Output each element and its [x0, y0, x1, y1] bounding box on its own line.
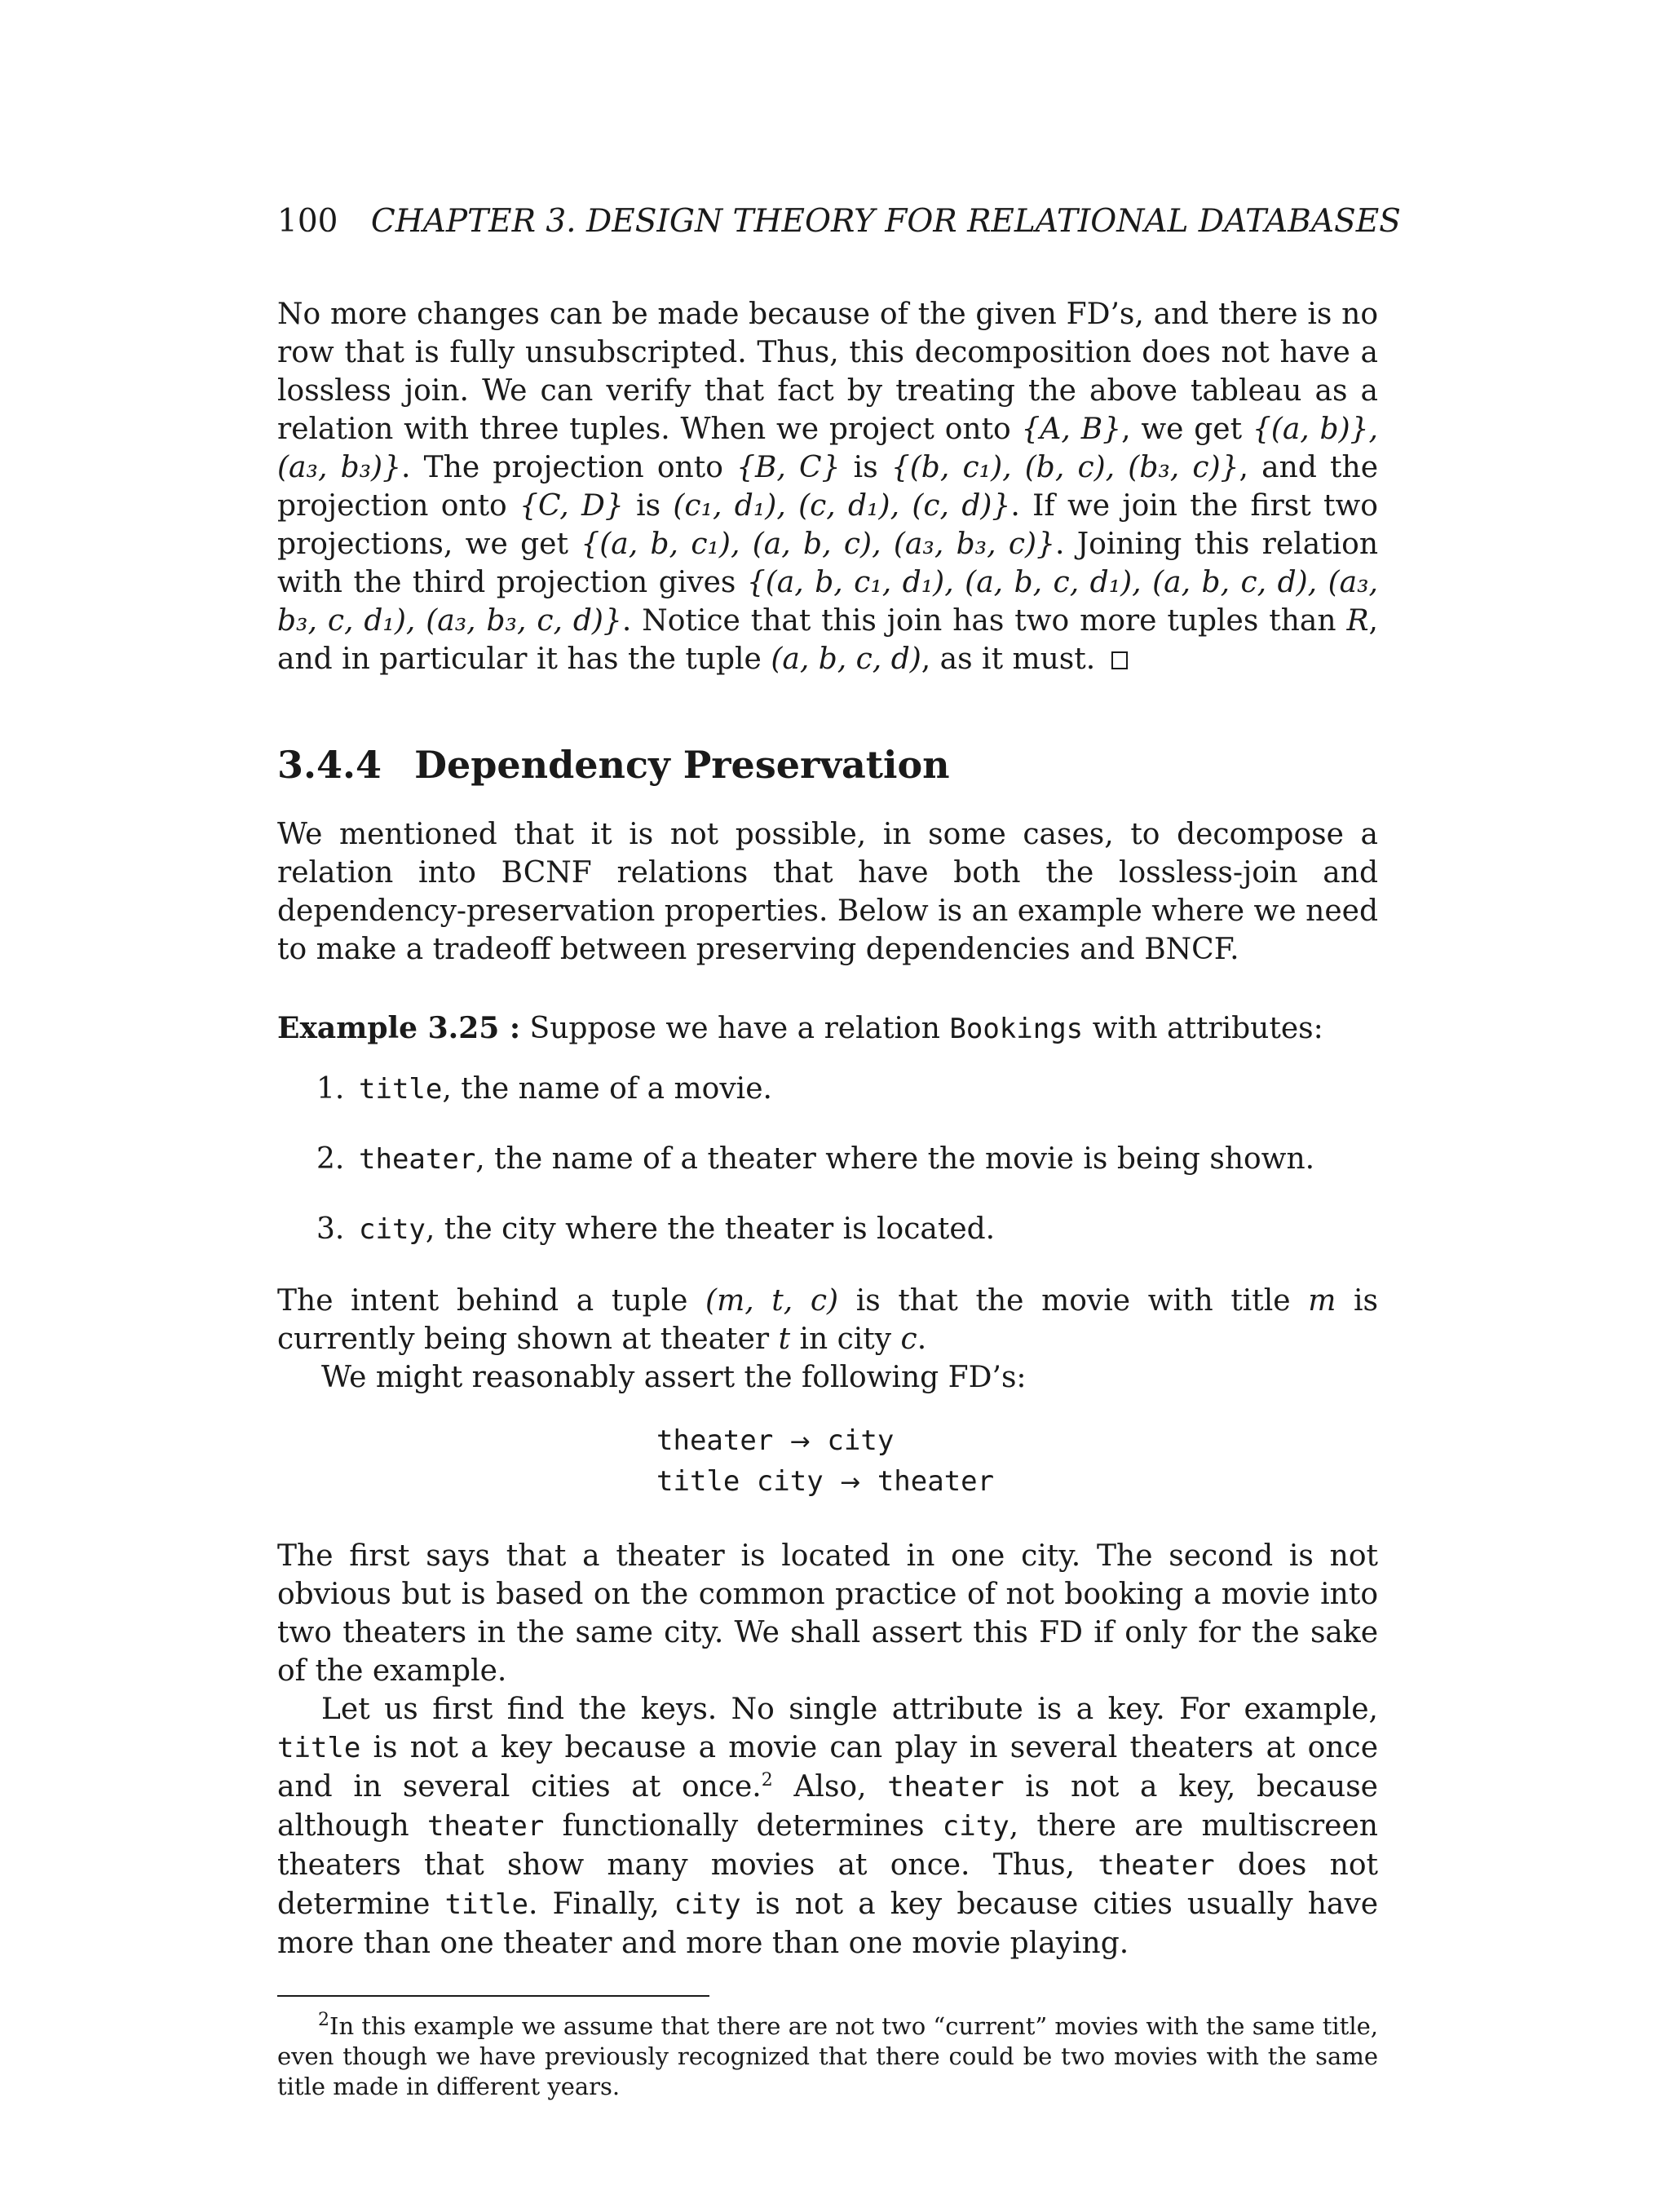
math-m: m: [1308, 1284, 1336, 1318]
intro-text-2: , we get: [1121, 413, 1252, 446]
intro-text-9: . Notice that this join has two more tuples than: [621, 604, 1347, 638]
fd-display: [656, 1421, 1378, 1503]
code-theater: theater: [427, 1810, 545, 1843]
fd-lhs: title city: [656, 1465, 824, 1498]
code-title: title: [277, 1732, 361, 1764]
intro-text-5: , and the projection onto: [277, 451, 1379, 523]
keys-text-3: Also,: [772, 1770, 888, 1804]
keys-paragraph: [277, 1690, 1378, 1963]
code-theater: theater: [887, 1771, 1005, 1804]
example-label: Example 3.25 :: [277, 1011, 521, 1045]
math-c: c: [900, 1322, 917, 1356]
keys-text-9: is not a key because cities usually have more than one theater and more than one movie playing.: [277, 1887, 1379, 1960]
math-set-bc: {B, C}: [736, 451, 841, 484]
math-tuple-mtc: (m, t, c): [705, 1284, 839, 1318]
attribute-list: [316, 1070, 1378, 1249]
fd-lhs: theater: [656, 1424, 774, 1457]
list-item-number: 2.: [316, 1142, 345, 1176]
attribute-description: , the city where the theater is located.: [425, 1212, 996, 1246]
arrow-icon: →: [789, 1428, 811, 1456]
intro-text-10: , and in particular it has the tuple: [277, 604, 1378, 676]
footnote-number: 2: [318, 2010, 329, 2031]
intro-text-1: No more changes can be made because of the given FD’s, and there is no row that is fully unsubscripted. Thus, this decomposition does not have a lossless join. We can verify that fact by treating the above tableau as a relation with three tuples. When we project onto: [277, 298, 1378, 446]
example-text-2: with attributes:: [1083, 1012, 1323, 1045]
keys-text-7: does not determine: [277, 1848, 1379, 1921]
fd-line: [656, 1462, 1378, 1503]
fd-rhs: city: [827, 1424, 895, 1457]
keys-text-8: . Finally,: [528, 1887, 674, 1921]
keys-text-1: Let us first find the keys. No single attribute is a key. For example,: [321, 1693, 1378, 1726]
attribute-code: theater: [359, 1143, 476, 1176]
math-join-two: {(a, b, c₁), (a, b, c), (a₃, b₃, c)}: [581, 528, 1055, 561]
attribute-code: city: [359, 1213, 426, 1246]
keys-text-5: functionally determines: [544, 1809, 943, 1843]
running-header: [277, 203, 1401, 240]
example-paragraph: [277, 1009, 1378, 1049]
intro-text-7: . If we join the first two projections, we get: [277, 489, 1378, 561]
end-of-proof-icon: [1111, 651, 1128, 669]
arrow-icon: →: [840, 1468, 861, 1497]
section-heading: [277, 742, 1378, 788]
list-item-number: 3.: [316, 1212, 345, 1246]
footnote: [277, 2011, 1378, 2102]
page-number: 100: [277, 203, 338, 240]
math-join-three: {(a, b, c₁, d₁), (a, b, c, d₁), (a, b, c, d), (a₃, b₃, c, d₁), (a₃, b₃, c, d)}: [277, 566, 1378, 638]
list-item: [316, 1140, 1378, 1179]
attribute-description: , the name of a movie.: [442, 1072, 772, 1106]
math-projection-bc: {(b, c₁), (b, c), (b₃, c)}: [890, 451, 1239, 484]
intro-text-6: is: [623, 489, 674, 523]
intent-text-1: The intent behind a tuple: [277, 1284, 706, 1318]
math-projection-ab: {(a, b)}, (a₃, b₃)}: [277, 413, 1378, 484]
intro-text-8: . Joining this relation with the third projection gives: [277, 528, 1378, 599]
section-number: 3.4.4: [277, 743, 382, 787]
section-paragraph: We mentioned that it is not possible, in some cases, to decompose a relation into BCNF relations that have both the lossless-join and dependency-preservation properties. Below is an example where we need to make a tradeoff between preserving dependencies and BNCF.: [277, 818, 1378, 966]
footnote-text: In this example we assume that there are not two “current” movies with the same title, even though we have previously recognized that there could be two movies with the same title made in different years.: [277, 2012, 1378, 2100]
math-set-ab: {A, B}: [1021, 413, 1122, 446]
intro-text-11: , as it must.: [921, 642, 1096, 676]
chapter-title: CHAPTER 3. DESIGN THEORY FOR RELATIONAL DATABASES: [370, 203, 1401, 240]
math-t: t: [778, 1322, 791, 1356]
intent-text-4: in city: [790, 1322, 901, 1356]
attribute-description: , the name of a theater where the movie is being shown.: [475, 1142, 1315, 1176]
code-title: title: [444, 1888, 528, 1921]
list-item: [316, 1210, 1378, 1249]
section-title: Dependency Preservation: [414, 743, 950, 787]
first-fd-paragraph: The first says that a theater is located in one city. The second is not obvious but is based on the common practice of not booking a movie into two theaters in the same city. We shall assert this FD if only for the sake of the example.: [277, 1539, 1378, 1688]
fd-line: [656, 1421, 1378, 1462]
intent-text-3: is currently being shown at theater: [277, 1284, 1378, 1356]
keys-text-2: is not a key because a movie can play in several theaters at once and in several cities at once.: [277, 1731, 1378, 1804]
keys-text-6: , there are multiscreen theaters that show many movies at once. Thus,: [277, 1809, 1378, 1882]
code-city: city: [942, 1810, 1010, 1843]
footnote-reference[interactable]: 2: [761, 1770, 773, 1790]
list-item-number: 1.: [316, 1072, 345, 1106]
example-text-1: Suppose we have a relation: [520, 1012, 950, 1045]
intent-paragraph: [277, 1282, 1378, 1358]
code-city: city: [674, 1888, 741, 1921]
math-set-cd: {C, D}: [519, 489, 624, 523]
code-theater: theater: [1098, 1849, 1215, 1882]
document-page: [277, 203, 1401, 2102]
footnote-divider: [277, 1995, 709, 1997]
list-item: [316, 1070, 1378, 1109]
intent-text-5: .: [917, 1322, 927, 1356]
math-relation-r: R: [1346, 604, 1369, 638]
intro-paragraph: [277, 295, 1378, 678]
intro-text-3: . The projection onto: [401, 451, 737, 484]
math-projection-cd: (c₁, d₁), (c, d₁), (c, d)}: [673, 489, 1011, 523]
intent-text-2: is that the movie with title: [838, 1284, 1309, 1318]
fd-rhs: theater: [877, 1465, 995, 1498]
relation-name: Bookings: [949, 1013, 1084, 1045]
keys-text-4: is not a key, because although: [277, 1770, 1378, 1843]
attribute-code: title: [359, 1073, 443, 1106]
assert-paragraph: We might reasonably assert the following FD’s:: [321, 1361, 1027, 1394]
intro-text-4: is: [840, 451, 891, 484]
math-tuple-abcd: (a, b, c, d): [771, 642, 921, 676]
